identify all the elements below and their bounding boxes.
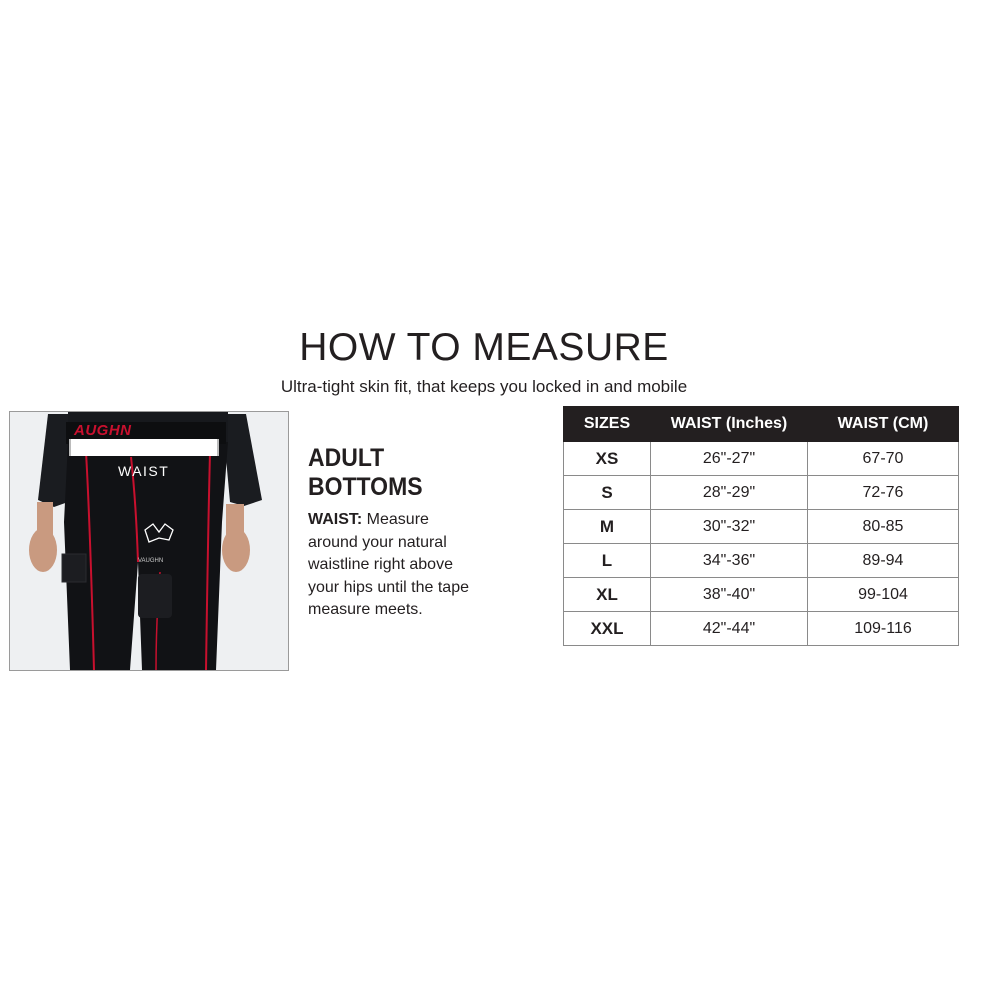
adult-title-line2: BOTTOMS xyxy=(308,473,423,501)
size-cell: L xyxy=(564,544,651,578)
cm-cell: 99-104 xyxy=(808,578,959,612)
inches-cell: 26"-27" xyxy=(651,442,808,476)
size-cell: XS xyxy=(564,442,651,476)
size-cell: XL xyxy=(564,578,651,612)
header-waist-inches: WAIST (Inches) xyxy=(651,407,808,442)
inches-cell: 30"-32" xyxy=(651,510,808,544)
cm-cell: 67-70 xyxy=(808,442,959,476)
table-row xyxy=(564,442,959,476)
page-title: HOW TO MEASURE xyxy=(299,326,669,369)
size-cell: M xyxy=(564,510,651,544)
cm-cell: 80-85 xyxy=(808,510,959,544)
size-cell: XXL xyxy=(564,612,651,646)
table-row xyxy=(564,612,959,646)
header-sizes: SIZES xyxy=(564,407,651,442)
inches-cell: 28"-29" xyxy=(651,476,808,510)
table-row xyxy=(564,476,959,510)
waist-label: WAIST xyxy=(118,463,170,479)
inches-cell: 42"-44" xyxy=(651,612,808,646)
cm-cell: 109-116 xyxy=(808,612,959,646)
size-cell: S xyxy=(564,476,651,510)
product-photo xyxy=(9,411,289,671)
waist-term: WAIST: xyxy=(308,511,363,528)
inches-cell: 38"-40" xyxy=(651,578,808,612)
header-waist-cm: WAIST (CM) xyxy=(808,407,959,442)
waist-description: Measure around your natural waistline right above your hips until the tape measure meets. xyxy=(308,511,469,619)
cm-cell: 72-76 xyxy=(808,476,959,510)
inches-cell: 34"-36" xyxy=(651,544,808,578)
model-illustration xyxy=(10,412,288,670)
table-row xyxy=(564,578,959,612)
adult-title-line1: ADULT xyxy=(308,444,385,472)
table-row xyxy=(564,510,959,544)
waist-instructions xyxy=(308,509,478,622)
size-chart-table xyxy=(563,406,959,646)
brand-wordmark: AUGHN xyxy=(74,422,132,439)
page-subtitle: Ultra-tight skin fit, that keeps you locked in and mobile xyxy=(280,377,688,396)
adult-bottoms-title xyxy=(308,444,423,502)
table-header-row xyxy=(564,407,959,442)
cm-cell: 89-94 xyxy=(808,544,959,578)
pad-logo-text: VAUGHN xyxy=(138,558,164,564)
table-row xyxy=(564,544,959,578)
